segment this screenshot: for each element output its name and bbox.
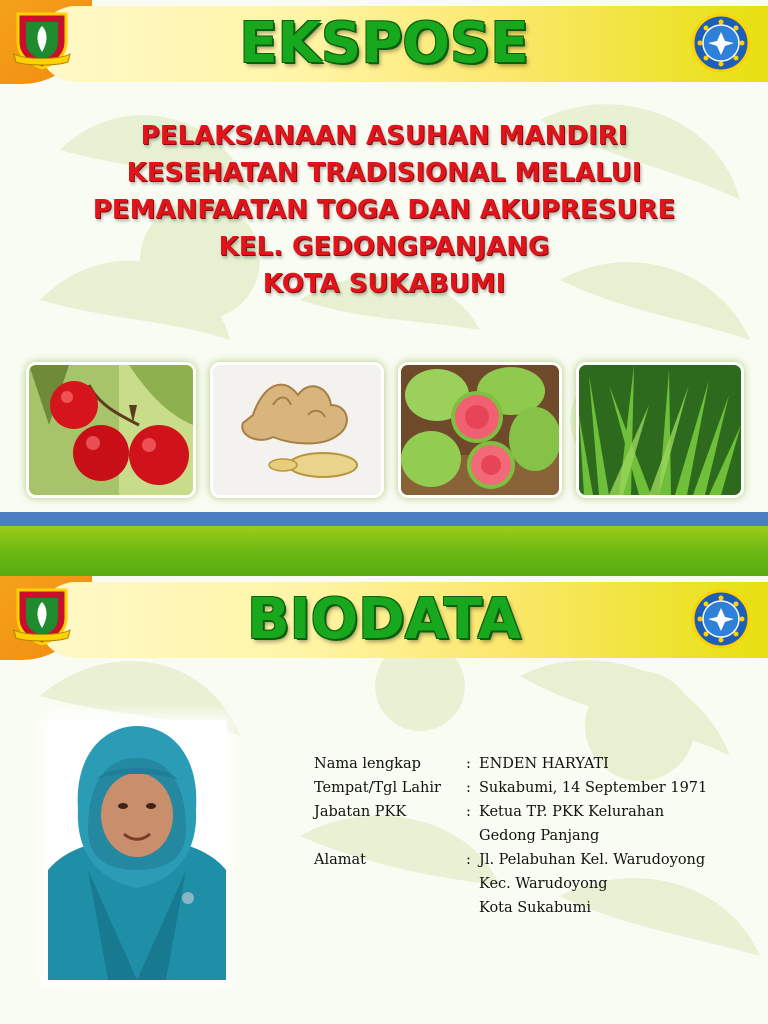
- red-fruit-photo: [26, 362, 196, 498]
- bio-value: Sukabumi, 14 September 1971: [479, 780, 708, 796]
- bio-value: Gedong Panjang: [479, 828, 600, 844]
- bio-row-address-cont: [314, 872, 754, 896]
- header-banner: [0, 576, 768, 660]
- bio-value: Ketua TP. PKK Kelurahan: [479, 804, 665, 820]
- bio-row-position: [314, 800, 754, 824]
- title-line: PELAKSANAAN ASUHAN MANDIRI: [140, 121, 628, 151]
- ginger-photo: [210, 362, 384, 498]
- bio-value: ENDEN HARYATI: [479, 756, 609, 772]
- bio-row-position-cont: [314, 824, 754, 848]
- bio-colon: :: [466, 852, 471, 868]
- bio-row-name: [314, 752, 754, 776]
- header-title: EKSPOSE: [239, 11, 529, 76]
- guava-photo: [398, 362, 562, 498]
- bio-colon: :: [466, 804, 471, 820]
- main-title: [14, 118, 754, 303]
- title-line: PEMANFAATAN TOGA DAN AKUPRESURE: [92, 195, 676, 225]
- bio-value: Jl. Pelabuhan Kel. Warudoyong: [479, 852, 706, 868]
- slide-biodata: [0, 576, 768, 1024]
- portrait-photo: [48, 720, 226, 980]
- green-stripe: [0, 526, 768, 576]
- biodata-table: [314, 752, 754, 920]
- bio-row-birth: [314, 776, 754, 800]
- title-line: KOTA SUKABUMI: [262, 269, 506, 299]
- header-banner: [0, 0, 768, 84]
- blue-stripe: [0, 512, 768, 526]
- bio-label: Nama lengkap: [314, 756, 421, 772]
- bio-label: Jabatan PKK: [314, 804, 407, 820]
- bio-row-address-cont: [314, 896, 754, 920]
- header-title: BIODATA: [247, 587, 521, 652]
- title-line: KESEHATAN TRADISIONAL MELALUI: [126, 158, 642, 188]
- bio-colon: :: [466, 780, 471, 796]
- bio-colon: :: [466, 756, 471, 772]
- bio-value: Kec. Warudoyong: [479, 876, 608, 892]
- bio-value: Kota Sukabumi: [479, 900, 591, 916]
- title-line: KEL. GEDONGPANJANG: [218, 232, 550, 262]
- bio-label: Tempat/Tgl Lahir: [314, 780, 441, 796]
- aloe-vera-photo: [576, 362, 744, 498]
- bio-label: Alamat: [314, 852, 366, 868]
- bio-row-address: [314, 848, 754, 872]
